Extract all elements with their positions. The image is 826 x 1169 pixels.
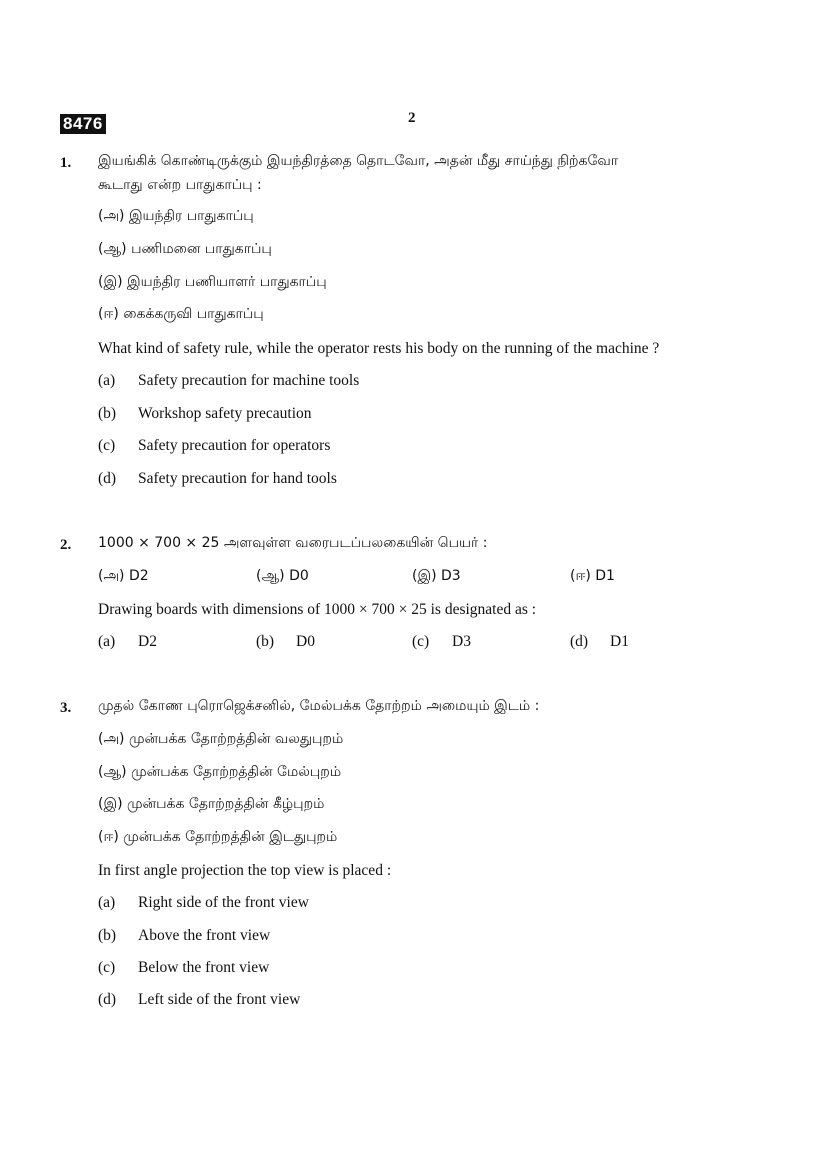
tamil-option-a (98, 731, 343, 749)
english-option-a (98, 372, 359, 390)
question-tamil: முதல் கோண புரொஜெக்சனில், மேல்பக்க தோற்றம் அமையும் இடம் : (98, 698, 540, 714)
option-text: முன்பக்க தோற்றத்தின் கீழ்புறம் (127, 796, 325, 812)
option-text: D2 (138, 633, 157, 650)
option-text: முன்பக்க தோற்றத்தின் இடதுபுறம் (123, 829, 338, 845)
option-text: Left side of the front view (138, 991, 301, 1008)
option-label: (ஆ) (256, 568, 285, 584)
tamil-option-b (98, 241, 272, 259)
option-text: முன்பக்க தோற்றத்தின் மேல்புறம் (131, 764, 342, 780)
tamil-option-b (256, 568, 309, 586)
option-label: (ஆ) (98, 764, 127, 780)
option-label: (d) (98, 470, 117, 487)
option-text: D3 (452, 633, 471, 650)
option-text: Safety precaution for hand tools (138, 470, 337, 487)
option-label: (c) (98, 437, 116, 454)
option-text: Safety precaution for machine tools (138, 372, 360, 389)
option-text: D0 (296, 633, 315, 650)
option-text: D2 (128, 568, 149, 584)
english-option-b (256, 633, 315, 651)
tamil-option-d (98, 829, 337, 847)
option-text: Workshop safety precaution (138, 405, 312, 422)
option-label: (அ) (98, 208, 125, 224)
option-label: (b) (98, 927, 117, 944)
option-text: பணிமனை பாதுகாப்பு (131, 241, 272, 257)
english-option-d (98, 470, 337, 488)
option-label: (ஈ) (98, 306, 119, 322)
tamil-option-a (98, 568, 149, 586)
option-text: D3 (441, 568, 461, 584)
tamil-option-a (98, 208, 254, 226)
option-label: (ஈ) (98, 829, 119, 845)
option-text: இயந்திர பணியாளர் பாதுகாப்பு (127, 274, 327, 290)
english-option-c (412, 633, 471, 651)
question-english: In first angle projection the top view is placed : (98, 862, 392, 879)
option-text: Right side of the front view (138, 894, 309, 911)
tamil-option-b (98, 764, 341, 782)
english-option-c (98, 437, 330, 455)
option-label: (ஆ) (98, 241, 127, 257)
question-number: 3. (60, 700, 72, 716)
english-option-a (98, 633, 157, 651)
option-text: D1 (610, 633, 629, 650)
page-number: 2 (408, 110, 416, 126)
option-label: (b) (256, 633, 275, 650)
tamil-option-d (570, 568, 615, 586)
paper-code: 8476 (60, 114, 106, 134)
option-text: முன்பக்க தோற்றத்தின் வலதுபுறம் (128, 731, 344, 747)
option-label: (a) (98, 894, 116, 911)
option-label: (c) (98, 959, 116, 976)
question-tamil: 1000 × 700 × 25 அளவுள்ள வரைபடப்பலகையின் பெயர் : (98, 535, 488, 551)
english-option-b (98, 405, 312, 423)
question-tamil-line-1: இயங்கிக் கொண்டிருக்கும் இயந்திரத்தை தொடவோ, அதன் மீது சாய்ந்து நிற்கவோ (98, 153, 619, 169)
option-text: Above the front view (138, 927, 271, 944)
tamil-option-c (98, 796, 324, 814)
tamil-option-d (98, 306, 264, 324)
option-text: கைக்கருவி பாதுகாப்பு (123, 306, 264, 322)
option-label: (d) (570, 633, 589, 650)
option-label: (b) (98, 405, 117, 422)
english-option-d (570, 633, 629, 651)
english-option-c (98, 959, 269, 977)
option-label: (a) (98, 372, 116, 389)
question-english: Drawing boards with dimensions of 1000 × 700 × 25 is designated as : (98, 601, 537, 618)
option-text: D1 (595, 568, 615, 584)
option-label: (c) (412, 633, 430, 650)
option-label: (ஈ) (570, 568, 591, 584)
option-label: (d) (98, 991, 117, 1008)
question-number: 1. (60, 155, 72, 171)
option-label: (a) (98, 633, 116, 650)
tamil-option-c (98, 274, 327, 292)
tamil-option-c (412, 568, 461, 586)
english-option-a (98, 894, 309, 912)
option-label: (இ) (412, 568, 437, 584)
option-text: இயந்திர பாதுகாப்பு (128, 208, 254, 224)
option-label: (இ) (98, 796, 123, 812)
option-text: D0 (289, 568, 309, 584)
option-text: Below the front view (138, 959, 270, 976)
question-tamil-line-2: கூடாது என்ற பாதுகாப்பு : (98, 177, 262, 193)
option-label: (அ) (98, 731, 125, 747)
english-option-d (98, 991, 300, 1009)
question-english: What kind of safety rule, while the operator rests his body on the running of the machine ? (98, 340, 660, 357)
question-number: 2. (60, 537, 72, 553)
option-label: (இ) (98, 274, 123, 290)
english-option-b (98, 927, 270, 945)
option-label: (அ) (98, 568, 125, 584)
option-text: Safety precaution for operators (138, 437, 331, 454)
